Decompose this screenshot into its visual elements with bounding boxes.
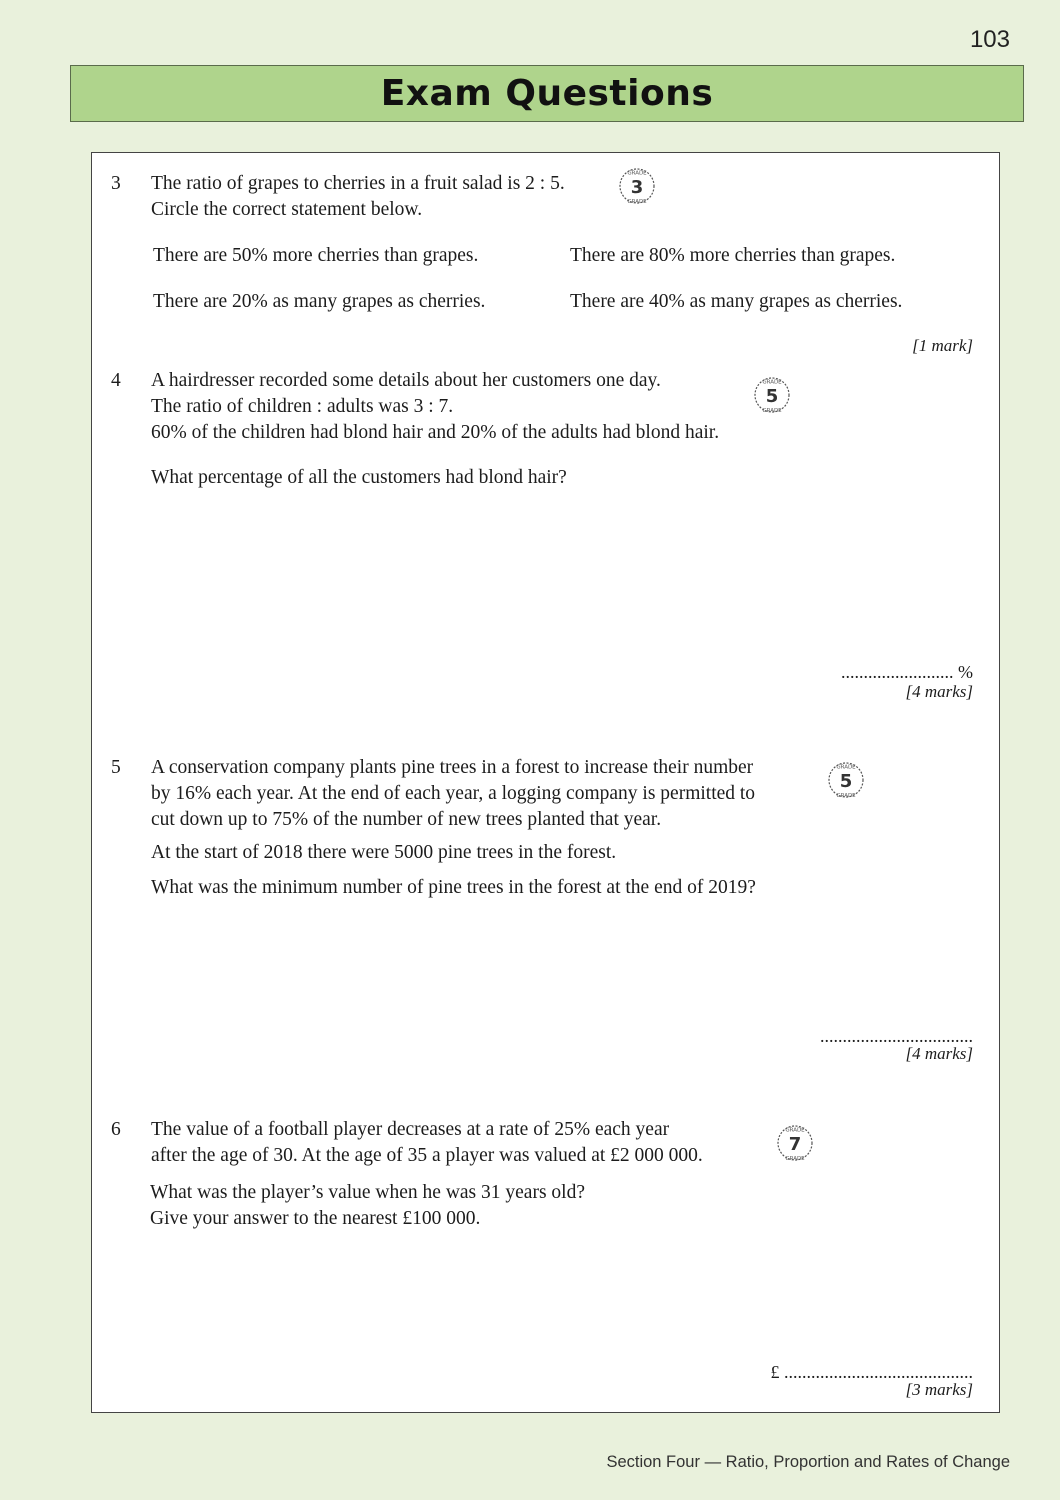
grade-5-badge-icon <box>752 375 792 415</box>
question-4-line-3: 60% of the children had blond hair and 20% of the adults had blond hair. <box>151 422 720 443</box>
option-c[interactable]: There are 20% as many grapes as cherries. <box>153 291 486 312</box>
question-6-number: 6 <box>111 1119 121 1140</box>
question-5-line-3: cut down up to 75% of the number of new trees planted that year. <box>151 809 662 830</box>
question-5-number: 5 <box>111 757 121 778</box>
option-a[interactable]: There are 50% more cherries than grapes. <box>153 245 479 266</box>
question-6-answer-line[interactable]: £ .......................................... <box>770 1362 973 1382</box>
question-3-number: 3 <box>111 173 121 194</box>
page-title: Exam Questions <box>380 73 714 114</box>
question-6-marks: [3 marks] <box>905 1380 973 1399</box>
question-5-start-info: At the start of 2018 there were 5000 pine trees in the forest. <box>151 842 617 863</box>
grade-badge-svg <box>775 1123 815 1163</box>
question-4-marks: [4 marks] <box>905 682 973 701</box>
question-5-line-1: A conservation company plants pine trees in a forest to increase their number <box>151 757 754 778</box>
section-footer: Section Four — Ratio, Proportion and Rates of Change <box>606 1453 1010 1471</box>
grade-7-badge-icon <box>775 1123 815 1163</box>
grade-5-badge-icon <box>826 760 866 800</box>
question-4-line-1: A hairdresser recorded some details about her customers one day. <box>151 370 661 391</box>
question-6-prompt-2: Give your answer to the nearest £100 000. <box>150 1208 481 1229</box>
question-5-line-2: by 16% each year. At the end of each year, a logging company is permitted to <box>151 783 756 804</box>
grade-bottom-word: GRADE <box>836 793 856 799</box>
option-b[interactable]: There are 80% more cherries than grapes. <box>570 245 896 266</box>
grade-bottom-word: GRADE <box>785 1156 805 1162</box>
grade-value: 3 <box>630 177 644 198</box>
grade-value: 5 <box>765 386 779 407</box>
question-4-line-2: The ratio of children : adults was 3 : 7. <box>151 396 454 417</box>
question-5-answer-line[interactable]: .................................. <box>820 1026 973 1046</box>
grade-badge-svg <box>826 760 866 800</box>
question-4-answer-line[interactable]: ......................... % <box>841 662 973 682</box>
question-5-prompt: What was the minimum number of pine trees in the forest at the end of 2019? <box>151 877 756 898</box>
question-6-prompt-1: What was the player’s value when he was 31 years old? <box>150 1182 585 1203</box>
grade-top-word: GRADE <box>762 379 782 386</box>
grade-badge-svg <box>752 375 792 415</box>
grade-value: 5 <box>839 771 853 792</box>
question-5-marks: [4 marks] <box>905 1044 973 1063</box>
question-6-line-1: The value of a football player decreases at a rate of 25% each year <box>151 1119 670 1140</box>
page-number: 103 <box>969 26 1010 53</box>
grade-bottom-word: GRADE <box>627 199 647 205</box>
question-4-prompt: What percentage of all the customers had blond hair? <box>151 467 567 488</box>
grade-3-badge-icon <box>617 166 657 206</box>
question-3-marks: [1 mark] <box>912 336 973 355</box>
grade-top-word: GRADE <box>627 170 647 177</box>
option-d[interactable]: There are 40% as many grapes as cherries. <box>570 291 903 312</box>
grade-badge-svg <box>617 166 657 206</box>
question-4-number: 4 <box>111 370 121 391</box>
question-3-line-2: Circle the correct statement below. <box>151 199 423 220</box>
grade-top-word: GRADE <box>785 1127 805 1134</box>
title-banner <box>70 65 1024 122</box>
grade-value: 7 <box>788 1134 802 1155</box>
question-box <box>91 152 1000 1413</box>
question-6-line-2: after the age of 30. At the age of 35 a player was valued at £2 000 000. <box>151 1145 703 1166</box>
grade-top-word: GRADE <box>836 764 856 771</box>
grade-bottom-word: GRADE <box>762 408 782 414</box>
question-3-line-1: The ratio of grapes to cherries in a fruit salad is 2 : 5. <box>151 173 565 194</box>
